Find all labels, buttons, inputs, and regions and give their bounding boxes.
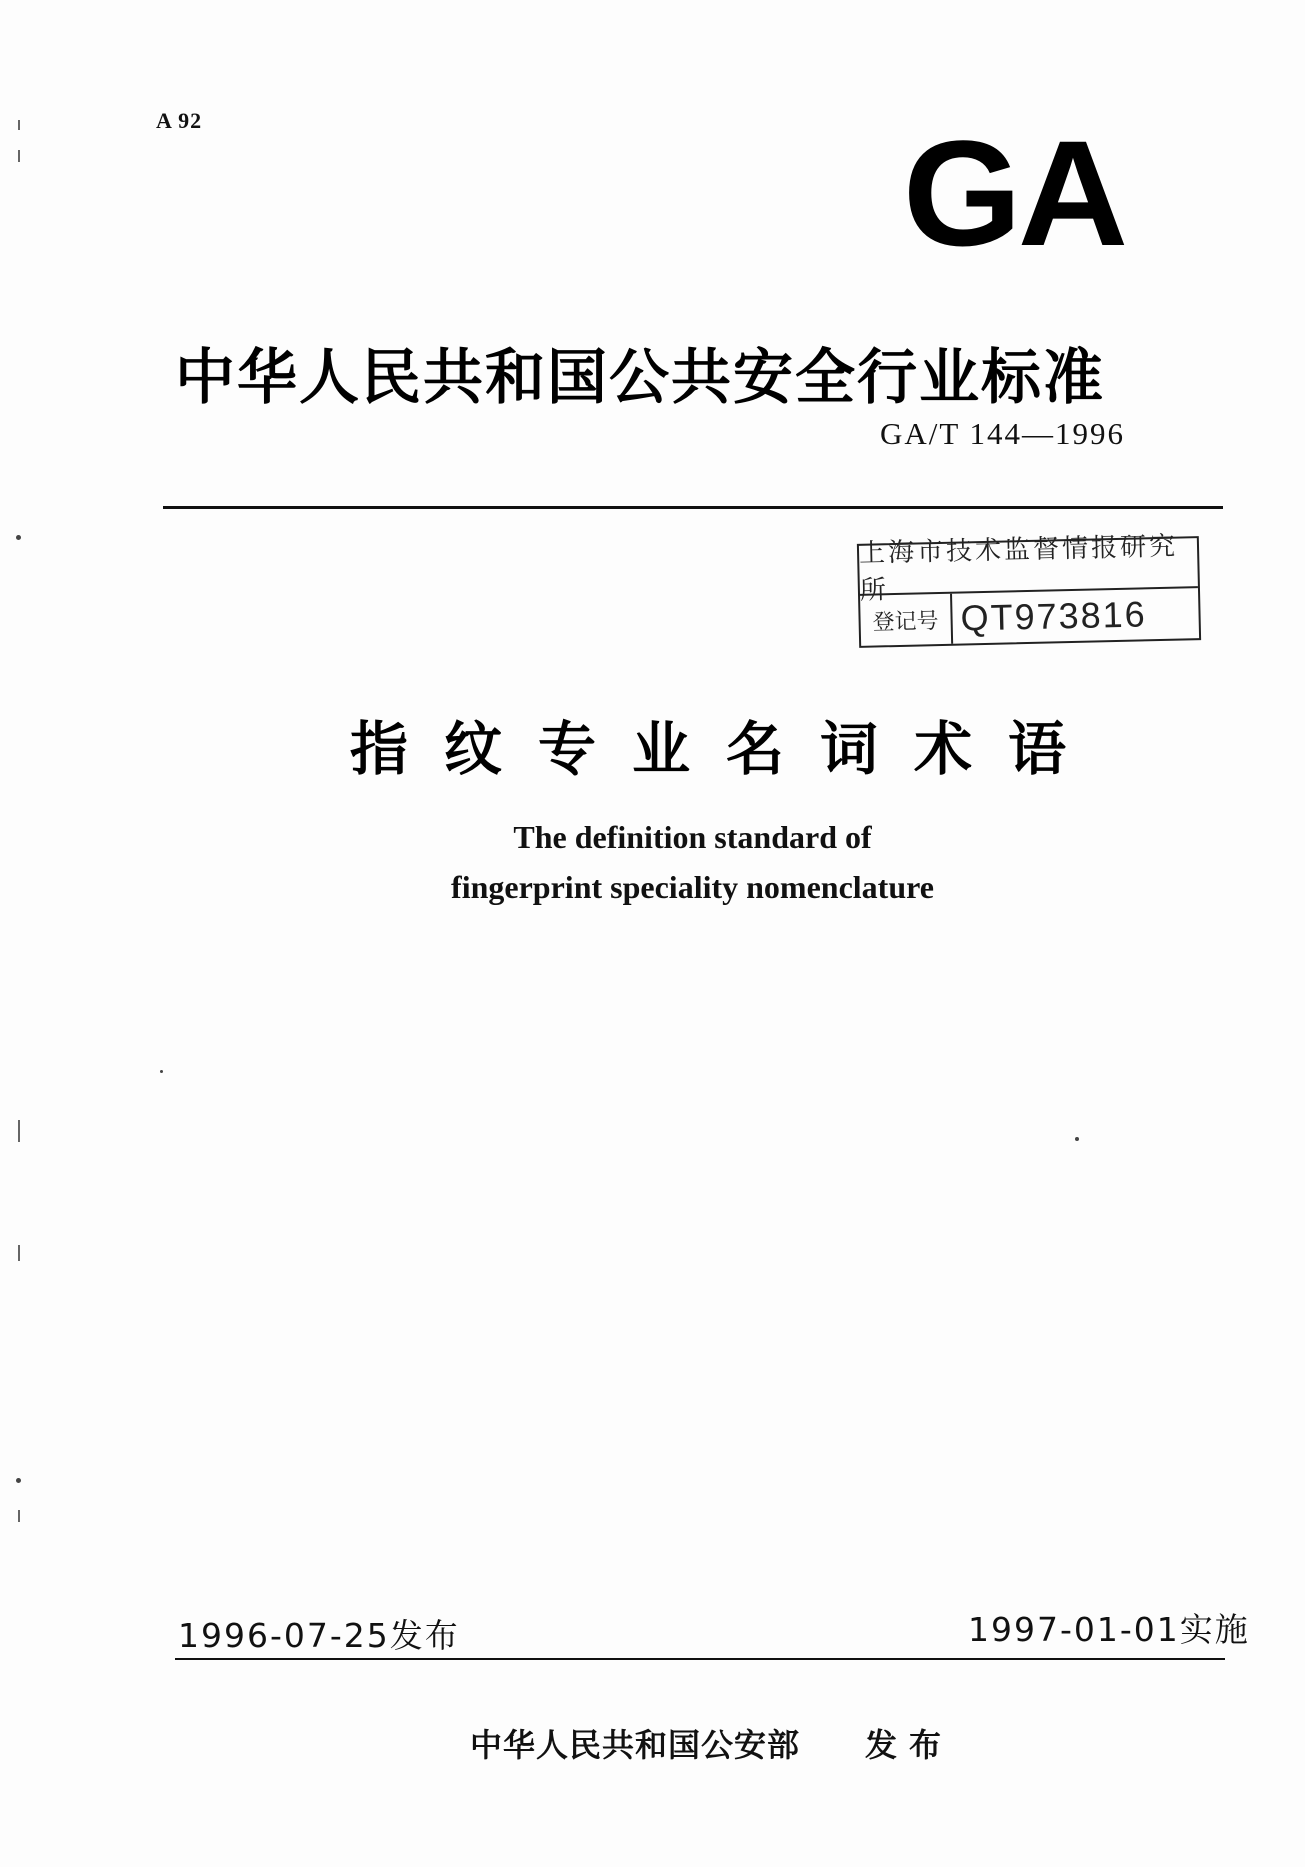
scan-mark — [18, 1510, 20, 1522]
publisher: 中华人民共和国公安部 — [470, 1726, 801, 1764]
registration-stamp — [857, 531, 1201, 648]
scan-mark — [18, 1245, 20, 1261]
issue-date: 1996-07-25发布 — [178, 1616, 460, 1655]
document-title-zh: 指纹专业名词术语 — [350, 715, 1103, 783]
scan-mark — [18, 120, 20, 130]
classification-code: A 92 — [156, 108, 203, 133]
bottom-divider — [175, 1658, 1225, 1660]
stamp-institution: 上海市技术监督情报研究所 — [859, 538, 1198, 596]
stamp-registration-row — [860, 588, 1199, 646]
effective-date: 1997-01-01实施 — [968, 1610, 1250, 1649]
stamp-reg-label: 登记号 — [860, 594, 953, 646]
scan-speck — [16, 1478, 21, 1483]
scan-speck — [160, 1070, 163, 1073]
document-title-en — [0, 812, 1305, 912]
publish-label: 发布 — [865, 1726, 954, 1764]
scan-speck — [1075, 1137, 1079, 1141]
stamp-reg-number: QT973816 — [960, 593, 1148, 639]
scan-mark — [18, 150, 20, 162]
ga-logo: GA — [902, 109, 1125, 277]
scan-mark — [18, 1120, 20, 1142]
standard-code: GA/T 144—1996 — [880, 416, 1126, 451]
standard-title: 中华人民共和国公共安全行业标准 — [175, 343, 1105, 413]
scan-speck — [16, 535, 21, 540]
top-divider — [163, 506, 1223, 509]
document-title-en-line1: The definition standard of — [513, 819, 872, 855]
document-title-en-line2: fingerprint speciality nomenclature — [451, 869, 934, 905]
